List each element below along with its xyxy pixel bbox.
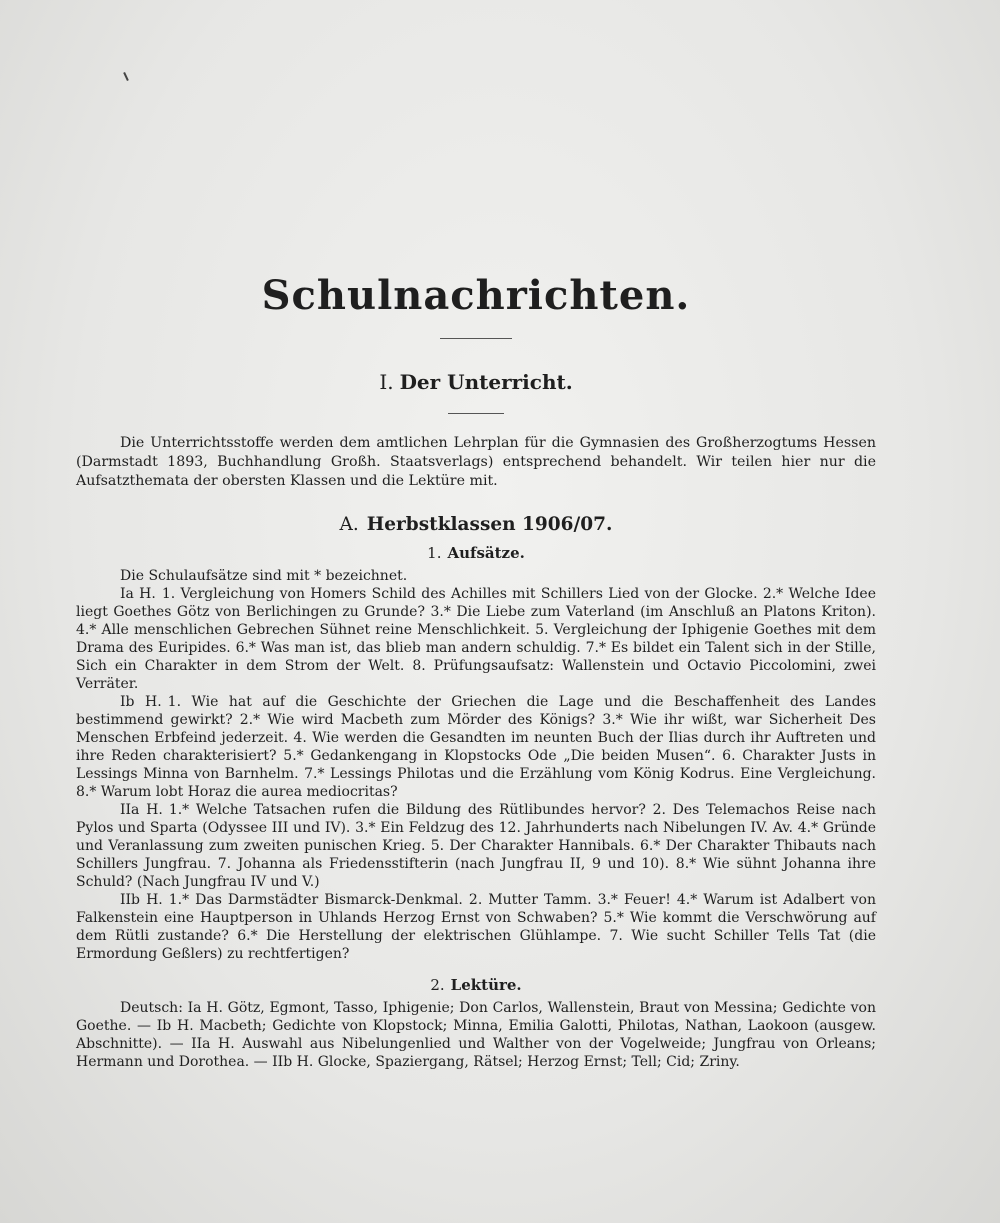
lektuere-number: 2.	[430, 976, 445, 994]
class-label: Ib H.	[120, 694, 162, 710]
subsection-letter: A.	[339, 514, 359, 535]
aufsaetze-note: Die Schulaufsätze sind mit * bezeichnet.	[120, 568, 408, 584]
class-entry-ia	[76, 585, 876, 693]
aufsaetze-heading	[76, 543, 876, 563]
subsection-heading	[76, 513, 876, 537]
class-topics: 1.* Welche Tatsachen rufen die Bildung des Rütlibundes hervor? 2. Des Telemachos Reise nach Pylos und Sparta (Odyssee III und IV). 3.* Ein Feldzug des 12. Jahrhunderts nach Nibelungen IV. Av. 4.* Gründe und Veranlassung zum zweiten punischen Krieg. 5. Der Charakter Hannibals. 6.* Der Charakter Thibauts nach Schillers Jungfrau. 7. Johanna als Friedensstifterin (nach Jungfrau II, 9 und 10). 8.* Wie sühnt Johanna ihre Schuld? (Nach Jungfrau IV und V.)	[76, 802, 876, 890]
scratch-mark	[123, 72, 129, 81]
intro-paragraph: Die Unterrichtsstoffe werden dem amtlichen Lehrplan für die Gymnasien des Großherzogtums Hessen (Darmstadt 1893, Buchhandlung Großh. Staatsverlags) entsprechend behandelt. Wir teilen hier nur die Aufsatzthemata der obersten Klassen und die Lektüre mit.	[76, 435, 876, 489]
class-entry-iib	[76, 891, 876, 963]
section-heading	[76, 369, 876, 395]
class-entry-iia	[76, 801, 876, 891]
class-topics: 1.* Das Darmstädter Bismarck-Denkmal. 2. Mutter Tamm. 3.* Feuer! 4.* Warum ist Adalbert von Falkenstein eine Hauptperson in Uhlands Herzog Ernst von Schwaben? 5.* Wie kommt die Verschwörung auf dem Rütli zustande? 6.* Die Herstellung der elektrischen Glühlampe. 7. Wie sucht Schiller Tells Tat (die Ermordung Geßlers) zu rechtfertigen?	[76, 892, 876, 962]
section-number: I.	[379, 370, 394, 394]
page-title: Schulnachrichten.	[261, 272, 691, 319]
class-entry-ib	[76, 693, 876, 801]
class-label: IIb H.	[120, 892, 163, 908]
aufsaetze-title: Aufsätze.	[447, 544, 525, 562]
divider-rule	[440, 338, 512, 339]
class-topics: 1. Vergleichung von Homers Schild des Achilles mit Schillers Lied von der Glocke. 2.* Welche Idee liegt Goethes Götz von Berlichingen zu Grunde? 3.* Die Liebe zum Vaterland (im Anschluß an Platons Kriton). 4.* Alle menschlichen Gebrechen Sühnet reine Menschlichkeit. 5. Vergleichung der Iphigenie Goethes mit dem Drama des Euripides. 6.* Was man ist, das blieb man andern schuldig. 7.* Es bildet ein Talent sich in der Stille, Sich ein Charakter in dem Strom der Welt. 8. Prüfungsaufsatz: Wallenstein und Octavio Piccolomini, zwei Verräter.	[76, 586, 876, 692]
lektuere-heading	[76, 975, 876, 995]
lektuere-paragraph: Deutsch: Ia H. Götz, Egmont, Tasso, Iphigenie; Don Carlos, Wallenstein, Braut von Messina; Gedichte von Goethe. — Ib H. Macbeth; Gedichte von Klopstock; Minna, Emilia Galotti, Philotas, Nathan, Laokoon (ausgew. Abschnitte). — IIa H. Auswahl aus Nibelungenlied und Walther von der Vogelweide; Jungfrau von Orleans; Hermann und Dorothea. — IIb H. Glocke, Spaziergang, Rätsel; Herzog Ernst; Tell; Cid; Zriny.	[76, 1000, 876, 1070]
divider-rule-2	[448, 413, 504, 414]
aufsaetze-number: 1.	[427, 544, 442, 562]
class-topics: 1. Wie hat auf die Geschichte der Griechen die Lage und die Beschaffenheit des Landes bestimmend gewirkt? 2.* Wie wird Macbeth zum Mörder des Königs? 3.* Wie ihr wißt, war Sicherheit Des Menschen Erbfeind jederzeit. 4. Wie werden die Gesandten im neunten Buch der Ilias durch ihr Auftreten und ihre Reden charakterisiert? 5.* Gedankengang in Klopstocks Ode „Die beiden Musen“. 6. Charakter Justs in Lessings Minna von Barnhelm. 7.* Lessings Philotas und die Erzählung vom König Kodrus. Eine Vergleichung. 8.* Warum lobt Horaz die aurea mediocritas?	[76, 694, 877, 800]
subsection-title: Herbstklassen 1906/07.	[366, 514, 613, 535]
class-label: IIa H.	[120, 802, 163, 818]
lektuere-title: Lektüre.	[450, 976, 522, 994]
class-label: Ia H.	[120, 586, 156, 602]
page-content	[76, 270, 876, 1071]
section-title: Der Unterricht.	[399, 370, 573, 394]
